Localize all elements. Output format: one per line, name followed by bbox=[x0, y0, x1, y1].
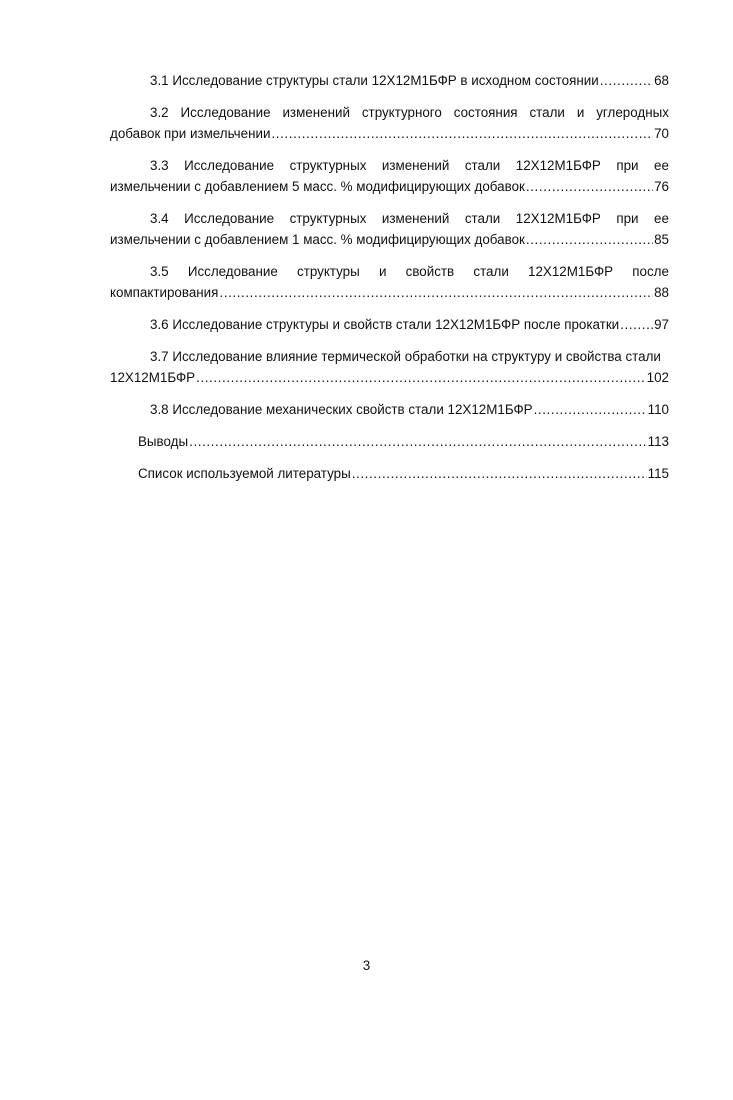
dot-leader bbox=[219, 282, 653, 303]
toc-word: 12Х12М1БФР bbox=[528, 264, 614, 279]
toc-word: Исследование bbox=[180, 105, 271, 120]
toc-entry-title: 3.7 Исследование влияние термической обработки на структуру и свойства стали bbox=[150, 349, 661, 364]
toc-page-number: 102 bbox=[646, 370, 669, 385]
toc-word: ее bbox=[654, 211, 669, 226]
dot-leader bbox=[196, 367, 646, 388]
toc-word: 3.3 bbox=[150, 158, 169, 173]
toc-word: 3.2 bbox=[150, 105, 169, 120]
toc-word: стали bbox=[464, 211, 501, 226]
dot-leader bbox=[526, 229, 653, 250]
dot-leader bbox=[271, 123, 653, 144]
toc-entry-references bbox=[110, 463, 669, 484]
toc-page-number: 70 bbox=[654, 126, 669, 141]
toc-page-number: 88 bbox=[654, 285, 669, 300]
toc-entry-3-3 bbox=[110, 155, 669, 197]
toc-entry-3-4 bbox=[110, 208, 669, 250]
toc-word: 12Х12М1БФР bbox=[515, 211, 601, 226]
toc-page-number: 113 bbox=[647, 434, 669, 449]
toc-entry-title: Список используемой литературы bbox=[138, 466, 351, 481]
toc-word: 3.4 bbox=[150, 211, 169, 226]
toc-word: и bbox=[576, 105, 585, 120]
toc-page-number: 68 bbox=[654, 73, 669, 88]
toc-entry-conclusions bbox=[110, 431, 669, 452]
toc-page-number: 76 bbox=[654, 179, 669, 194]
toc-word: Исследование bbox=[184, 211, 275, 226]
toc-entry-title-cont: измельчении с добавлением 5 масс. % модифицирующих добавок bbox=[110, 179, 525, 194]
toc-entry-3-2 bbox=[110, 102, 669, 144]
toc-page-number: 85 bbox=[654, 232, 669, 247]
toc-word: ее bbox=[654, 158, 669, 173]
toc-word: стали bbox=[529, 105, 565, 120]
toc-entry-title: 3.8 Исследование механических свойств стали 12Х12М1БФР bbox=[150, 402, 533, 417]
toc-page-number: 115 bbox=[647, 466, 669, 481]
toc-word: изменений bbox=[282, 105, 350, 120]
toc-entry-3-6 bbox=[110, 314, 669, 335]
dot-leader bbox=[620, 314, 653, 335]
toc-word: структуры bbox=[297, 264, 360, 279]
dot-leader bbox=[189, 431, 647, 452]
dot-leader bbox=[534, 399, 647, 420]
toc-word: изменений bbox=[381, 158, 450, 173]
dot-leader bbox=[352, 463, 647, 484]
dot-leader bbox=[526, 176, 653, 197]
toc-entry-3-7 bbox=[110, 346, 669, 388]
toc-word: и bbox=[378, 264, 387, 279]
toc-word: состояния bbox=[453, 105, 518, 120]
toc-entry-title-cont: 12Х12М1БФР bbox=[110, 370, 196, 385]
toc-page-number: 110 bbox=[647, 402, 669, 417]
toc-word: Исследование bbox=[187, 264, 278, 279]
toc-word: при bbox=[616, 158, 639, 173]
toc-entry-3-1 bbox=[110, 70, 669, 91]
toc-entry-title-cont: компактирования bbox=[110, 285, 219, 300]
toc-entry-title: 3.1 Исследование структуры стали 12Х12М1БФР в исходном состоянии bbox=[150, 73, 599, 88]
toc-word: 12Х12М1БФР bbox=[515, 158, 601, 173]
toc-word: изменений bbox=[381, 211, 450, 226]
toc-entry-title: 3.6 Исследование структуры и свойств стали 12Х12М1БФР после прокатки bbox=[150, 317, 620, 332]
toc-word: Исследование bbox=[184, 158, 275, 173]
toc-entry-title-cont: измельчении с добавлением 1 масс. % модифицирующих добавок bbox=[110, 232, 525, 247]
toc-word: структурных bbox=[289, 158, 367, 173]
toc-page-number: 97 bbox=[654, 317, 669, 332]
toc-word: структурного bbox=[361, 105, 442, 120]
toc-entry-3-8 bbox=[110, 399, 669, 420]
toc-entry-3-5 bbox=[110, 261, 669, 303]
toc-word: стали bbox=[464, 158, 501, 173]
page-number: 3 bbox=[362, 958, 371, 973]
toc-entry-title-cont: добавок при измельчении bbox=[110, 126, 271, 141]
toc-word: структурных bbox=[289, 211, 367, 226]
toc-entry-title: Выводы bbox=[138, 434, 189, 449]
toc-word: стали bbox=[473, 264, 509, 279]
dot-leader bbox=[600, 70, 653, 91]
toc-word: 3.5 bbox=[150, 264, 169, 279]
toc-word: при bbox=[616, 211, 639, 226]
table-of-contents bbox=[110, 70, 669, 484]
toc-word: после bbox=[632, 264, 669, 279]
toc-word: углеродных bbox=[596, 105, 669, 120]
toc-word: свойств bbox=[405, 264, 455, 279]
